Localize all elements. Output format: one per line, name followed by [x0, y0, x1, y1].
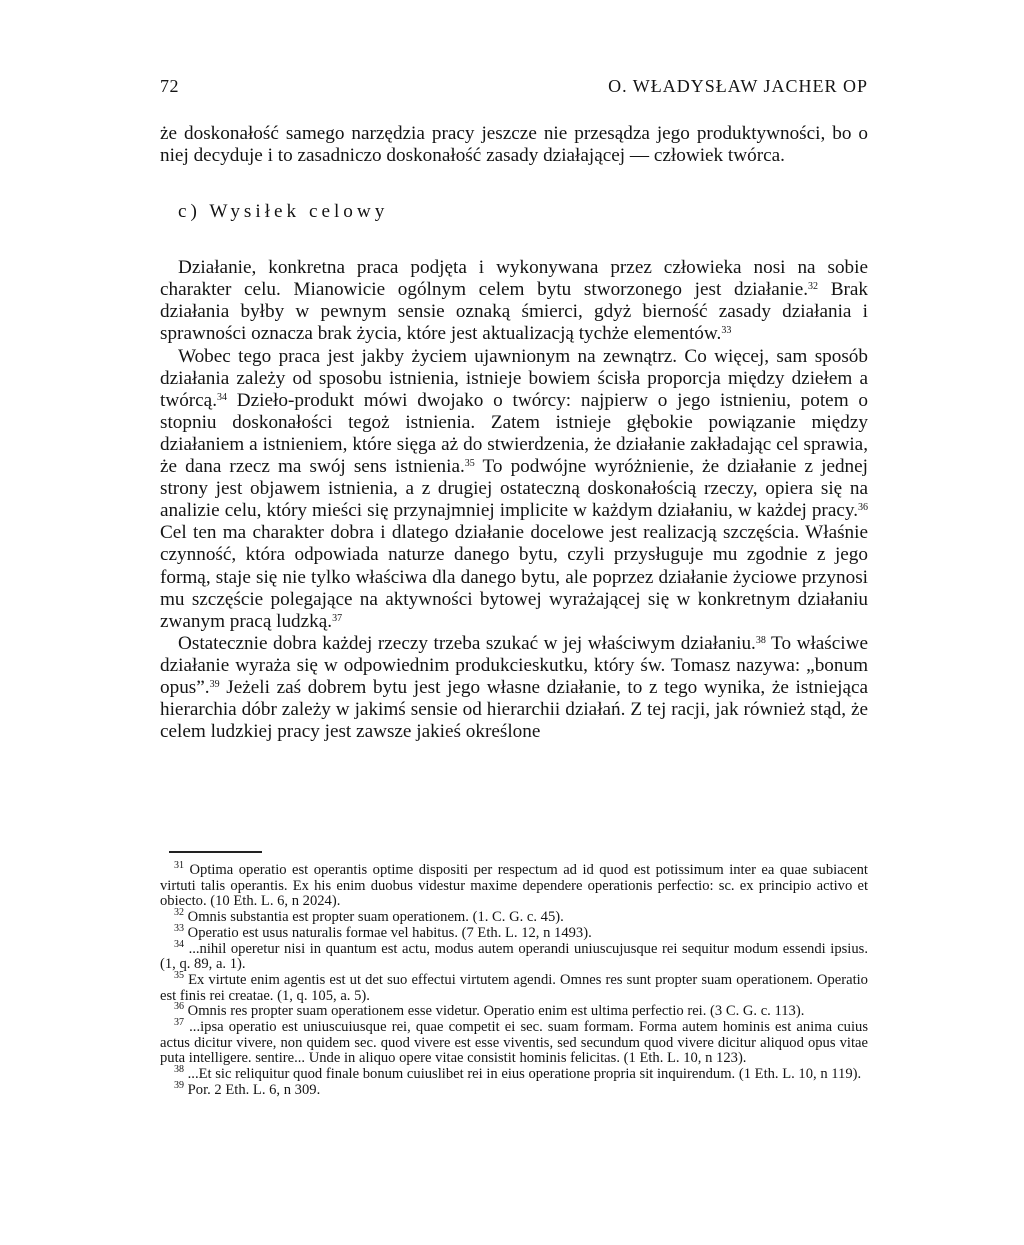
footnote-ref: 35: [464, 458, 475, 470]
footnote-ref: 36: [858, 502, 868, 514]
footnote-38: [160, 1064, 868, 1083]
footnote-36: [160, 1001, 868, 1020]
footnote-number: 35: [174, 969, 184, 981]
footnote-32: [160, 907, 868, 926]
footnote-number: 37: [174, 1017, 184, 1029]
text-segment: Jeżeli zaś dobrem bytu jest jego własne działanie, to z tego wynika, że istniejąca hierarchia dóbr zależy w jakimś sensie od hierarchii działań. Z tej racji, jak również stąd, że celem ludzkiej pracy jest zawsze jakieś określone: [160, 676, 868, 743]
footnote-number: 38: [174, 1064, 184, 1076]
footnote-number: 36: [174, 1001, 184, 1013]
footnote-34: [160, 938, 868, 973]
text-segment: Działanie, konkretna praca podjęta i wykonywana przez człowieka nosi na sobie charakter celu. Mianowicie ogólnym celem bytu stworzonego jest działanie.: [160, 257, 868, 301]
text-segment: To właściwe działanie wyraża się w odpowiednim produkcieskutku, który św. Tomasz nazywa: „bonum opus”.: [160, 632, 868, 698]
body-paragraph-3: [160, 633, 868, 743]
footnote-text: Operatio est usus naturalis formae vel habitus. (7 Eth. L. 12, n 1493).: [187, 924, 592, 941]
footnote-divider: [169, 851, 262, 853]
text-segment: Dzieło-produkt mówi dwojako o twórcy: najpierw o jego istnieniu, potem o stopniu doskonałości tegoż istnienia. Zatem istnieje głębokie powiązanie między działaniem a istnieniem, które sięga aż do stwierdzenia, że działanie zakładając cel sprawia, że dana rzecz ma swój sens istnienia.: [160, 389, 868, 478]
footnote-ref: 38: [755, 634, 766, 646]
body-paragraph-2: [160, 346, 868, 633]
section-label: c): [178, 201, 201, 223]
footnote-number: 32: [174, 907, 184, 919]
text-segment: Wobec tego praca jest jakby życiem ujawnionym na zewnątrz. Co więcej, sam sposób działania zależy od sposobu istnienia, istnieje bowiem ścisła proporcja między dziełem a twórcą.: [160, 345, 868, 411]
footnote-number: 33: [174, 922, 184, 934]
intro-paragraph: że doskonałość samego narzędzia pracy jeszcze nie przesądza jego produktywności, bo o niej decyduje i to zasadniczo doskonałość zasady działającej — człowiek twórca.: [160, 123, 868, 167]
footnote-text: Ex virtute enim agentis est ut det suo effectui virtutem agendi. Omnes res sunt propter suam operationem. Operatio est finis rei creatae. (1, q. 105, a. 5).: [160, 971, 868, 1004]
footnote-ref: 39: [209, 678, 220, 690]
text-segment: Cel ten ma charakter dobra i dlatego działanie docelowe jest realizacją szczęścia. Właśnie czynność, która odpowiada naturze danego bytu, czyli przysługuje mu zgodnie z jego formą, staje się nie tylko właściwa dla danego bytu, ale poprzez działanie życiowe przynosi mu szczęście polegające na aktywności bytowej wyrażającej się w konkretnym działaniu zwanym pracą ludzką.: [160, 522, 868, 632]
footnote-text: ...ipsa operatio est uniuscuiusque rei, quae competit ei sec. suam formam. Forma autem hominis est anima cuius actus dicitur vivere, non quidem sec. quod vivere est esse viventis, sed secundum quod vivere dicitur aliquod opus vitae puta intelligere. sentire... Unde in aliquo opere vitae consistit hominis felicitas. (1 Eth. L. 10, n 123).: [160, 1019, 869, 1067]
footnote-text: ...nihil operetur nisi in quantum est actu, modus autem operandi uniuscujusque rei sequitur modum essendi ipsius. (1, q. 89, a. 1).: [160, 940, 868, 973]
body-paragraph-1: [160, 257, 868, 345]
footnote-37: [160, 1017, 869, 1067]
section-heading: [178, 201, 868, 223]
text-segment: Brak działania byłby w pewnym sensie oznaką śmierci, gdyż bierność zasady działania i sprawności oznacza brak życia, które jest aktualizacją tychże elementów.: [160, 279, 868, 345]
footnote-number: 39: [174, 1079, 184, 1091]
footnote-31: [160, 860, 868, 910]
footnote-ref: 33: [721, 325, 732, 337]
footnote-text: ...Et sic reliquitur quod finale bonum cuiuslibet rei in eius operatione propria sit inquirendum. (1 Eth. L. 10, n 119).: [187, 1066, 862, 1083]
footnote-ref: 37: [332, 612, 343, 624]
footnote-number: 34: [174, 938, 184, 950]
footnote-33: [160, 922, 868, 942]
body-text: [160, 123, 868, 743]
text-segment: To podwójne wyróżnienie, że działanie z jednej strony jest objawem istnienia, a z drugiej ostateczną doskonałością rzeczy, opiera się na analizie celu, który mieści się przynajmniej implicite w każdym działaniu, w każdej pracy.: [160, 456, 869, 522]
footnotes: [160, 860, 869, 1099]
footnote-ref: 34: [217, 391, 228, 403]
footnote-number: 31: [174, 860, 184, 871]
running-head-author: O. WŁADYSŁAW JACHER OP: [608, 76, 868, 96]
footnote-text: Optima operatio est operantis optime dispositi per respectum ad id quod est potissimum inter ea quae subiacent virtuti talis operantis. Ex his enim duobus videstur maxime dependere operationis perfectio: sc. ex principio activo et obiecto. (10 Eth. L. 6, n 2024).: [160, 862, 868, 910]
footnote-ref: 32: [808, 281, 819, 293]
footnote-39: [160, 1079, 868, 1099]
running-head: [160, 76, 868, 100]
footnote-35: [160, 969, 868, 1004]
footnote-text: Por. 2 Eth. L. 6, n 309.: [187, 1081, 321, 1098]
footnote-text: Omnis substantia est propter suam operationem. (1. C. G. c. 45).: [187, 909, 564, 926]
section-title: Wysiłek celowy: [209, 201, 389, 223]
page-number: 72: [160, 76, 179, 96]
footnote-text: Omnis res propter suam operationem esse videtur. Operatio enim est ultima perfectio rei. (3 C. G. c. 113).: [187, 1003, 805, 1020]
text-segment: Ostatecznie dobra każdej rzeczy trzeba szukać w jej właściwym działaniu.: [178, 632, 756, 654]
